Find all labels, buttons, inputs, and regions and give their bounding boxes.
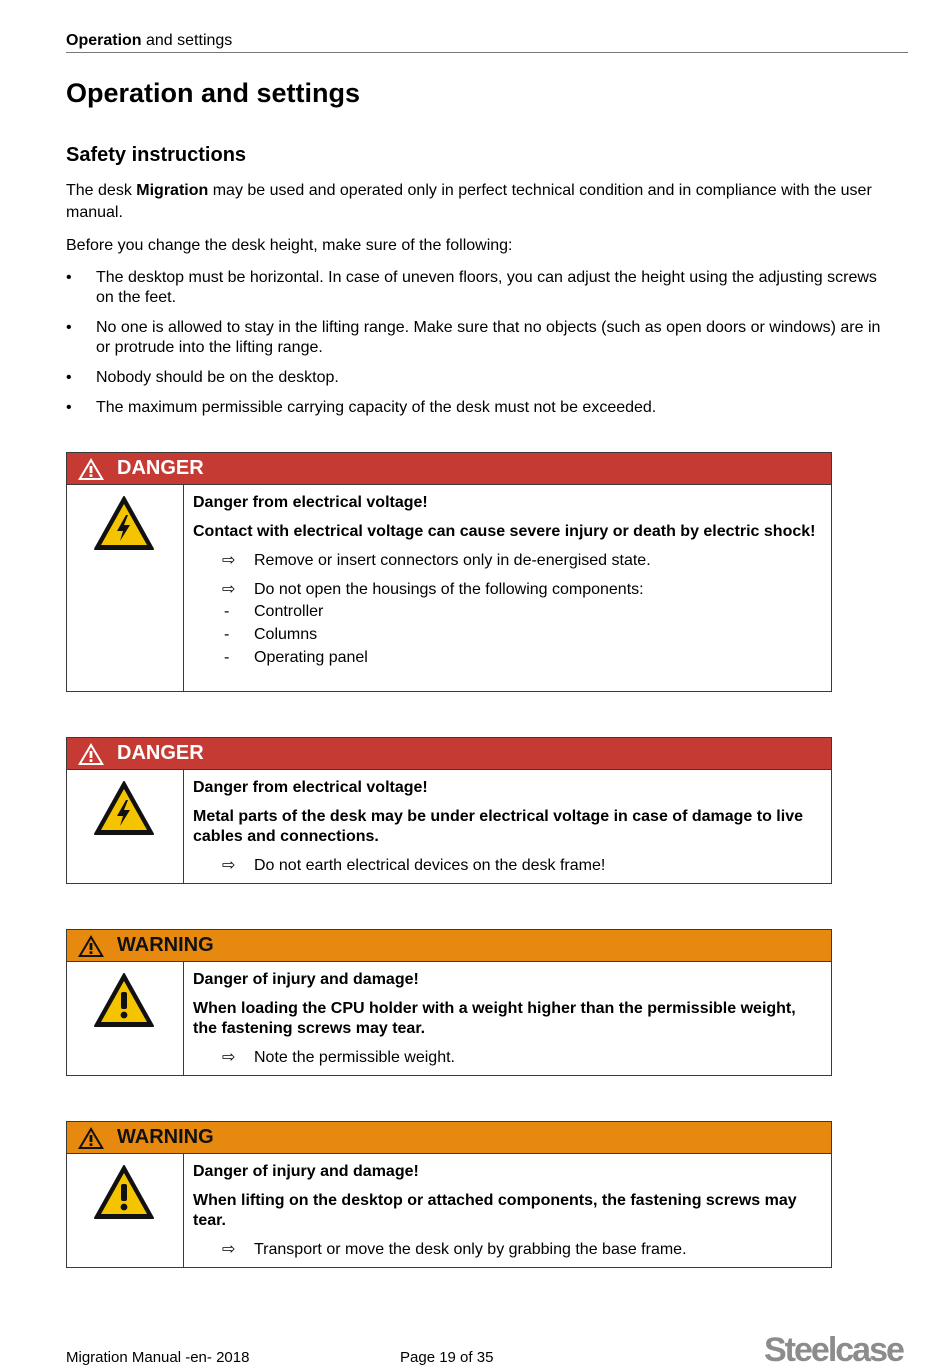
exclamation-warning-icon: [93, 972, 155, 1028]
header-divider: [66, 52, 908, 53]
list-item: [66, 268, 896, 308]
arrow-right-icon: ⇨: [222, 1049, 236, 1066]
dash-icon: -: [224, 603, 230, 620]
steelcase-logo: Steelcase: [764, 1331, 903, 1369]
warning-header: [67, 1122, 831, 1154]
warning-triangle-icon: [77, 934, 105, 958]
warning-box-lifting: [66, 1121, 832, 1268]
arrow-right-icon: ⇨: [222, 857, 236, 874]
danger-header: [67, 453, 831, 485]
warning-triangle-icon: [77, 1126, 105, 1150]
action-text: Do not earth electrical devices on the desk frame!: [254, 857, 606, 874]
action-text: Do not open the housings of the following components:: [254, 581, 644, 598]
list-item-text: No one is allowed to stay in the lifting range. Make sure that no objects (such as open doors or windows) are in or protrude into the lifting range.: [96, 319, 881, 356]
hazard-action: [193, 580, 815, 600]
precaution-list: [66, 268, 896, 428]
bullet-icon: •: [66, 399, 72, 416]
hazard-description: When loading the CPU holder with a weight higher than the permissible weight, the fastening screws may tear.: [193, 1000, 796, 1037]
warning-header: [67, 930, 831, 962]
hazard-label: WARNING: [117, 1126, 214, 1148]
intro-prefix: The desk: [66, 182, 137, 199]
component-item: [193, 648, 815, 668]
hazard-action: [193, 551, 815, 571]
arrow-right-icon: ⇨: [222, 552, 236, 569]
hazard-label: DANGER: [117, 457, 204, 479]
hazard-action: [193, 1240, 823, 1260]
component-text: Columns: [254, 626, 318, 643]
action-text: Transport or move the desk only by grabbing the base frame.: [254, 1241, 687, 1258]
arrow-right-icon: ⇨: [222, 581, 236, 598]
list-item: [66, 318, 896, 358]
component-text: Operating panel: [254, 649, 368, 666]
exclamation-warning-icon: [93, 1164, 155, 1220]
hazard-title: Danger of injury and damage!: [193, 1163, 419, 1180]
component-item: [193, 602, 815, 622]
dash-icon: -: [224, 626, 230, 643]
hazard-label: DANGER: [117, 742, 204, 764]
warning-box-cpu-holder: [66, 929, 832, 1076]
list-item-text: The desktop must be horizontal. In case of uneven floors, you can adjust the height using the adjusting screws on the feet.: [96, 269, 877, 306]
action-text: Remove or insert connectors only in de-energised state.: [254, 552, 651, 569]
hazard-label: WARNING: [117, 934, 214, 956]
intro-paragraph: [66, 180, 896, 224]
page-title: Operation and settings: [66, 78, 361, 108]
hazard-description: When lifting on the desktop or attached components, the fastening screws may tear.: [193, 1192, 797, 1229]
electrical-voltage-icon: [93, 780, 155, 836]
bullet-icon: •: [66, 319, 72, 336]
hazard-action: [193, 1048, 823, 1068]
hazard-action: [193, 856, 823, 876]
footer-document-name: Migration Manual -en- 2018: [66, 1349, 250, 1366]
running-header-rest: and settings: [141, 32, 233, 49]
action-text: Note the permissible weight.: [254, 1049, 455, 1066]
footer-page-number: Page 19 of 35: [400, 1349, 494, 1366]
component-text: Controller: [254, 603, 324, 620]
intro-suffix: may be used and operated only in perfect technical condition and in compliance with the user manual.: [66, 182, 872, 221]
danger-header: [67, 738, 831, 770]
danger-box-electrical-1: [66, 452, 832, 692]
hazard-description: Contact with electrical voltage can cause severe injury or death by electric shock!: [193, 523, 816, 540]
running-header-bold: Operation: [66, 32, 142, 49]
list-item-text: The maximum permissible carrying capacity of the desk must not be exceeded.: [96, 399, 657, 416]
hazard-title: Danger from electrical voltage!: [193, 779, 428, 796]
danger-box-electrical-2: [66, 737, 832, 884]
dash-icon: -: [224, 649, 230, 666]
component-item: [193, 625, 815, 645]
hazard-title: Danger from electrical voltage!: [193, 494, 428, 511]
hazard-title: Danger of injury and damage!: [193, 971, 419, 988]
list-item: [66, 398, 896, 418]
running-header: [66, 32, 232, 50]
before-paragraph: Before you change the desk height, make sure of the following:: [66, 237, 513, 254]
warning-triangle-icon: [77, 457, 105, 481]
warning-triangle-icon: [77, 742, 105, 766]
product-name: Migration: [136, 182, 209, 199]
arrow-right-icon: ⇨: [222, 1241, 236, 1258]
hazard-description: Metal parts of the desk may be under electrical voltage in case of damage to live cables and connections.: [193, 808, 803, 845]
section-title: Safety instructions: [66, 144, 247, 166]
bullet-icon: •: [66, 269, 72, 286]
bullet-icon: •: [66, 369, 72, 386]
electrical-voltage-icon: [93, 495, 155, 551]
list-item: [66, 368, 896, 388]
list-item-text: Nobody should be on the desktop.: [96, 369, 339, 386]
